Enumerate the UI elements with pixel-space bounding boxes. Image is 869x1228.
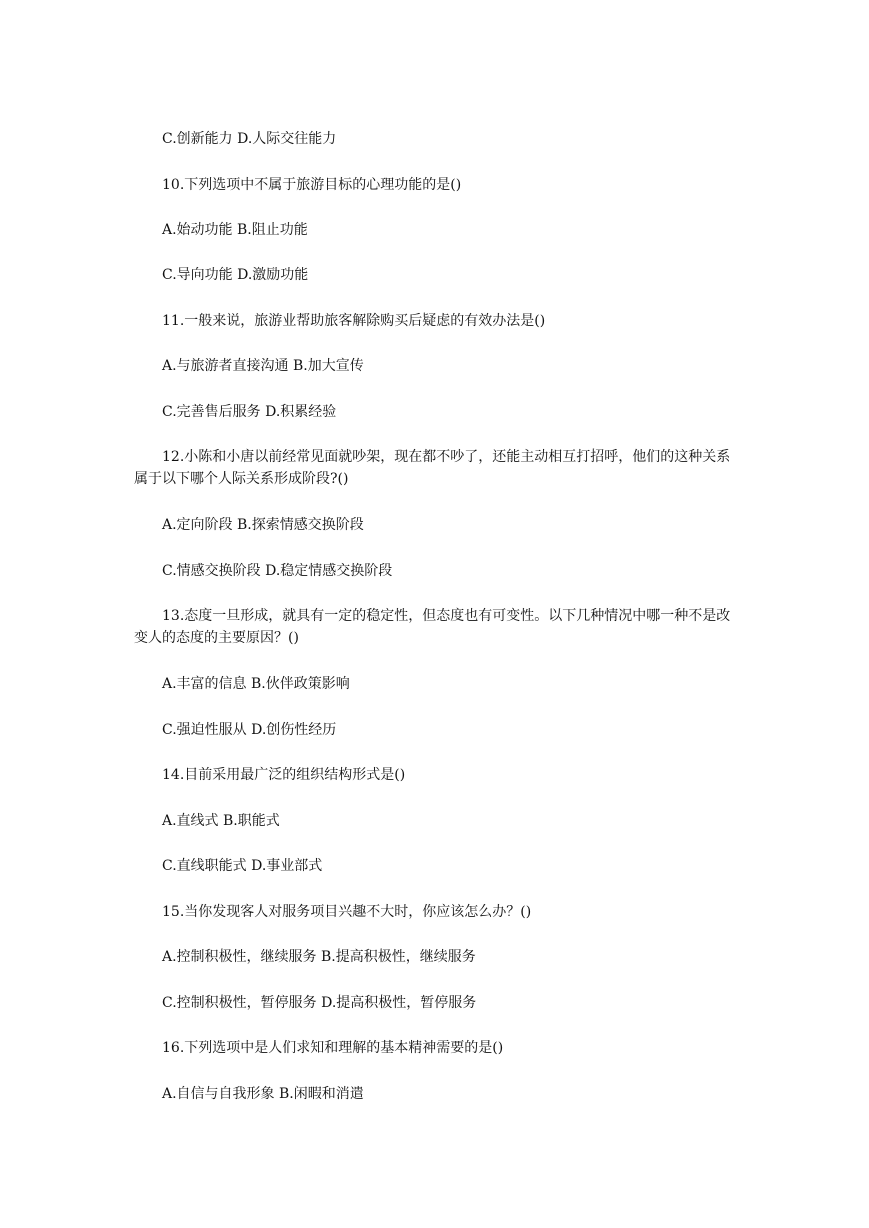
answer-options-10-ab: A.始动功能 B.阻止功能 (162, 222, 308, 238)
question-11: 11.一般来说，旅游业帮助旅客解除购买后疑虑的有效办法是() (162, 313, 546, 329)
answer-options-13-cd: C.强迫性服从 D.创伤性经历 (162, 722, 337, 738)
answer-options-15-cd: C.控制积极性，暂停服务 D.提高积极性，暂停服务 (162, 995, 477, 1011)
answer-options-11-cd: C.完善售后服务 D.积累经验 (162, 404, 337, 420)
question-12: 12.小陈和小唐以前经常见面就吵架，现在都不吵了，还能主动相互打招呼，他们的这种关系属于以下哪个人际关系形成阶段?() (134, 449, 731, 487)
question-15: 15.当你发现客人对服务项目兴趣不大时，你应该怎么办？() (162, 904, 532, 920)
answer-options-9-cd: C.创新能力 D.人际交往能力 (162, 131, 337, 147)
answer-options-14-ab: A.直线式 B.职能式 (162, 813, 280, 829)
question-10: 10.下列选项中不属于旅游目标的心理功能的是() (162, 177, 462, 193)
answer-options-10-cd: C.导向功能 D.激励功能 (162, 267, 309, 283)
answer-options-14-cd: C.直线职能式 D.事业部式 (162, 858, 323, 874)
answer-options-12-ab: A.定向阶段 B.探索情感交换阶段 (162, 517, 364, 533)
question-13: 13.态度一旦形成，就具有一定的稳定性，但态度也有可变性。以下几种情况中哪一种不是改变人的态度的主要原因？() (134, 608, 731, 646)
answer-options-11-ab: A.与旅游者直接沟通 B.加大宣传 (162, 358, 364, 374)
answer-options-16-ab: A.自信与自我形象 B.闲暇和消遣 (162, 1086, 364, 1102)
answer-options-13-ab: A.丰富的信息 B.伙伴政策影响 (162, 676, 350, 692)
answer-options-12-cd: C.情感交换阶段 D.稳定情感交换阶段 (162, 563, 393, 579)
question-14: 14.目前采用最广泛的组织结构形式是() (162, 767, 406, 783)
answer-options-15-ab: A.控制积极性，继续服务 B.提高积极性，继续服务 (162, 949, 476, 965)
question-16: 16.下列选项中是人们求知和理解的基本精神需要的是() (162, 1040, 504, 1056)
